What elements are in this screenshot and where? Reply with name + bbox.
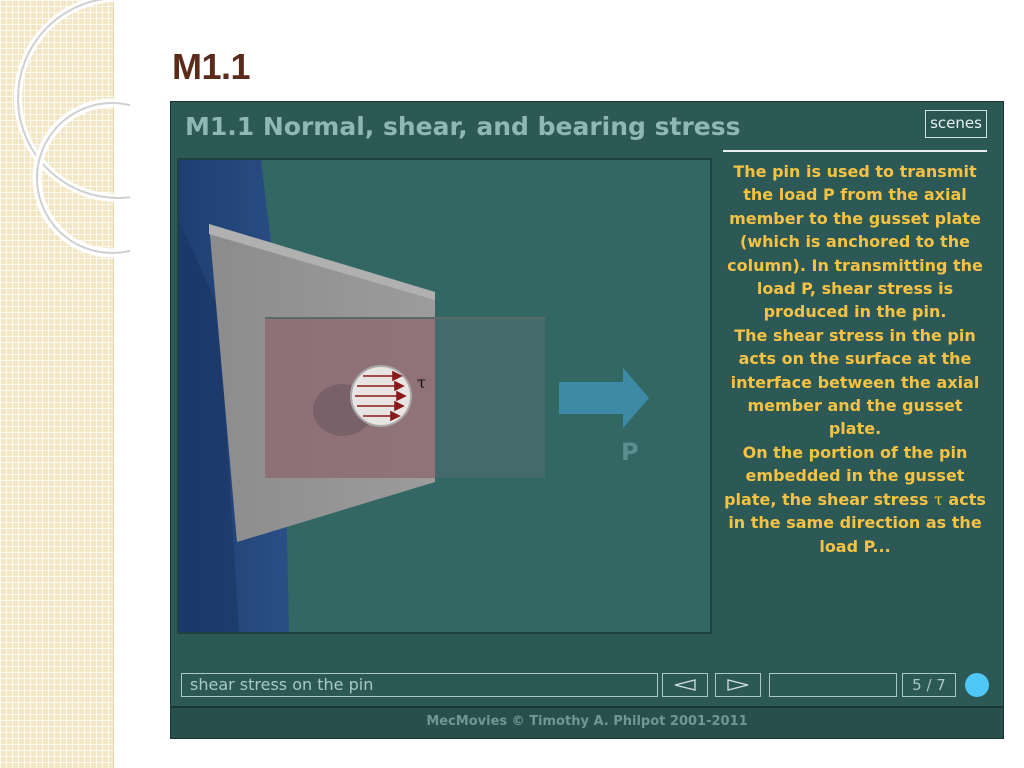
scenes-button[interactable]: scenes bbox=[925, 110, 987, 138]
scene-caption: shear stress on the pin bbox=[181, 673, 658, 697]
mecmovies-applet bbox=[170, 101, 1004, 739]
progress-field bbox=[769, 673, 897, 697]
description-paragraph: The pin is used to transmit the load P from the axial member to the gusset plate (which is anchored to the column). In transmitting the load P, shear stress is produced in the pin. bbox=[727, 162, 983, 322]
next-button[interactable] bbox=[715, 673, 761, 697]
title-divider bbox=[723, 150, 987, 152]
applet-title: M1.1 Normal, shear, and bearing stress bbox=[185, 112, 741, 141]
previous-button[interactable] bbox=[662, 673, 708, 697]
load-arrow bbox=[559, 368, 649, 428]
scene-counter: 5 / 7 bbox=[902, 673, 956, 697]
triangle-left-icon bbox=[673, 679, 697, 691]
copyright-footer: MecMovies © Timothy A. Philpot 2001-2011 bbox=[171, 706, 1003, 738]
scene-description bbox=[721, 160, 989, 660]
animation-scene bbox=[177, 158, 712, 634]
description-paragraph: On the portion of the pin embedded in the gusset plate, the shear stress τ acts in the same direction as the load P... bbox=[724, 442, 986, 556]
pin-connection-illustration bbox=[179, 160, 710, 632]
description-paragraph: The shear stress in the pin acts on the surface at the interface between the axial member and the gusset plate. bbox=[730, 325, 980, 439]
decorative-rings bbox=[0, 0, 130, 300]
triangle-right-icon bbox=[726, 679, 750, 691]
tau-label: τ bbox=[417, 373, 426, 392]
status-dot-icon[interactable] bbox=[965, 673, 989, 697]
load-label: P bbox=[621, 438, 639, 466]
slide-title: M1.1 bbox=[172, 46, 251, 87]
